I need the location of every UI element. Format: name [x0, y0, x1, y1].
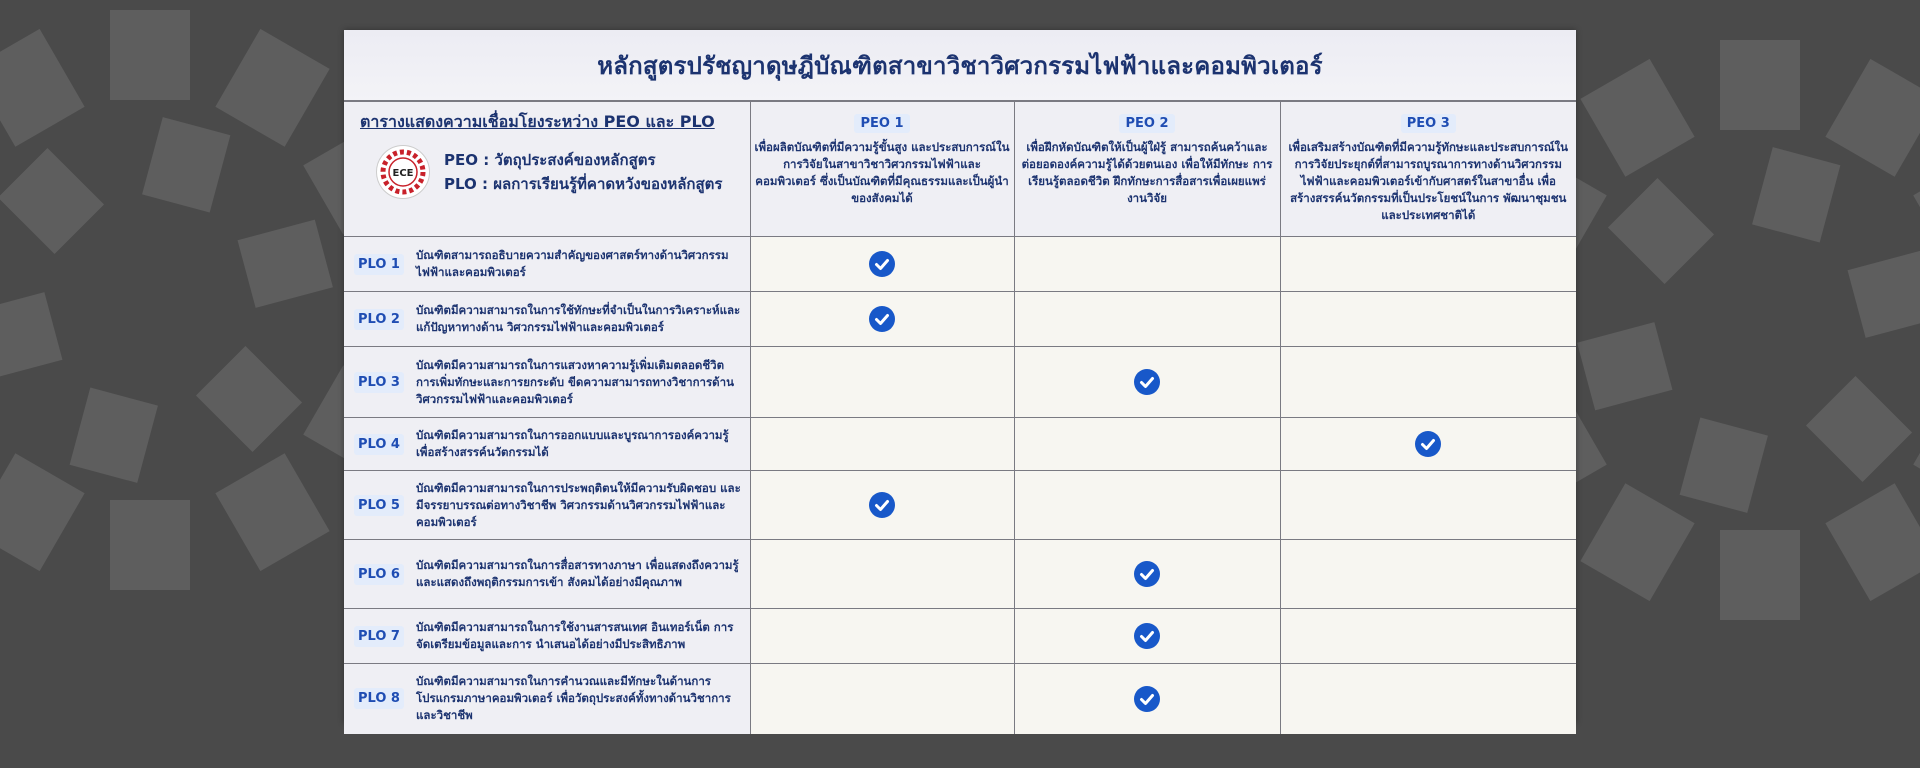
plo-code: PLO 6 [354, 564, 404, 585]
plo-cell [344, 540, 750, 609]
mapping-cell [1280, 471, 1576, 540]
check-circle-icon [869, 492, 895, 518]
page-title: หลักสูตรปรัชญาดุษฎีบัณฑิตสาขาวิชาวิศวกรรมไฟฟ้าและคอมพิวเตอร์ [597, 51, 1323, 80]
mapping-cell [1014, 540, 1280, 609]
table-row [344, 347, 1576, 418]
peo-code: PEO 1 [854, 114, 909, 133]
peo-description: เพื่อฝึกหัดบัณฑิตให้เป็นผู้ใฝ่รู้ สามารถค้นคว้าและต่อยอดองค์ความรู้ได้ด้วยตนเอง เพื่อให้มีทักษะ การเรียนรู้ตลอดชีวิต ฝึกทักษะการสื่อสารเพื่อเผยแพร่งานวิจัย [1021, 140, 1273, 205]
mapping-cell [750, 347, 1014, 418]
table-row [344, 418, 1576, 471]
table-row [344, 664, 1576, 734]
mapping-panel [344, 30, 1576, 723]
mapping-cell [1280, 418, 1576, 471]
mapping-cell [1014, 664, 1280, 734]
mapping-cell [750, 237, 1014, 292]
plo-code: PLO 4 [354, 434, 404, 455]
mapping-cell [1014, 292, 1280, 347]
plo-description: บัณฑิตมีความสามารถในการใช้ทักษะที่จำเป็นในการวิเคราะห์และแก้ปัญหาทางด้าน วิศวกรรมไฟฟ้าและคอมพิวเตอร์ [415, 303, 741, 334]
plo-code: PLO 1 [354, 254, 404, 275]
plo-code: PLO 3 [354, 372, 404, 393]
peo-description: เพื่อเสริมสร้างบัณฑิตที่มีความรู้ทักษะและประสบการณ์ในการวิจัยประยุกต์ที่สามารถบูรณาการทางด้านวิศวกรรมไฟฟ้าและคอมพิวเตอร์เข้ากับศาสตร์ในสาขาอื่น เพื่อสร้างสรรค์นวัตกรรมที่เป็นประโยชน์ในการ พัฒนาชุมชน และประเทศชาติได้ [1288, 140, 1569, 222]
table-row [344, 292, 1576, 347]
peo-plo-table [344, 101, 1576, 734]
plo-code: PLO 2 [354, 309, 404, 330]
mapping-cell [1014, 418, 1280, 471]
plo-code: PLO 7 [354, 626, 404, 647]
mapping-cell [750, 540, 1014, 609]
legend-heading: ตารางแสดงความเชื่อมโยงระหว่าง PEO และ PLO [360, 112, 715, 131]
plo-description: บัณฑิตมีความสามารถในการออกแบบและบูรณาการองค์ความรู้เพื่อสร้างสรรค์นวัตกรรมได้ [415, 428, 729, 459]
check-circle-icon [1134, 623, 1160, 649]
plo-description: บัณฑิตมีความสามารถในการสื่อสารทางภาษา เพื่อแสดงถึงความรู้และแสดงถึงพฤติกรรมการเข้า สังคมได้อย่างมีคุณภาพ [415, 558, 739, 589]
check-circle-icon [1134, 369, 1160, 395]
table-row [344, 609, 1576, 664]
plo-description: บัณฑิตมีความสามารถในการคำนวณและมีทักษะในด้านการโปรแกรมภาษาคอมพิวเตอร์ เพื่อวัตถุประสงค์ทั้งทางด้านวิชาการและวิชาชีพ [415, 674, 731, 723]
mapping-cell [750, 418, 1014, 471]
check-circle-icon [1134, 561, 1160, 587]
check-circle-icon [869, 306, 895, 332]
plo-cell [344, 418, 750, 471]
mapping-cell [1014, 237, 1280, 292]
plo-cell [344, 609, 750, 664]
table-header-row [344, 102, 1576, 237]
mapping-cell [1280, 609, 1576, 664]
mapping-cell [1280, 540, 1576, 609]
check-circle-icon [1134, 686, 1160, 712]
plo-code: PLO 8 [354, 688, 404, 709]
ece-logo [376, 145, 430, 199]
plo-description: บัณฑิตมีความสามารถในการแสวงหาความรู้เพิ่มเติมตลอดชีวิต การเพิ่มทักษะและการยกระดับ ขีดความสามารถทางวิชาการด้านวิศวกรรมไฟฟ้าและคอมพิวเตอร์ [415, 357, 734, 406]
mapping-cell [1014, 347, 1280, 418]
mapping-cell [1280, 664, 1576, 734]
mapping-cell [1014, 609, 1280, 664]
mapping-cell [750, 471, 1014, 540]
check-circle-icon [1415, 431, 1441, 457]
peo-code: PEO 2 [1119, 114, 1174, 133]
mapping-cell [1014, 471, 1280, 540]
legend-body [360, 145, 740, 199]
plo-cell [344, 347, 750, 418]
table-row [344, 471, 1576, 540]
check-circle-icon [869, 251, 895, 277]
table-row [344, 540, 1576, 609]
plo-cell [344, 292, 750, 347]
plo-description: บัณฑิตมีความสามารถในการประพฤติตนให้มีความรับผิดชอบ และมีจรรยาบรรณต่อทางวิชาชีพ วิศวกรรมด้านวิศวกรรมไฟฟ้าและคอมพิวเตอร์ [415, 480, 741, 529]
mapping-cell [1280, 237, 1576, 292]
logo-text: ECE [392, 168, 414, 179]
plo-cell [344, 664, 750, 734]
plo-description: บัณฑิตมีความสามารถในการใช้งานสารสนเทศ อินเทอร์เน็ต การจัดเตรียมข้อมูลและการ นำเสนอได้อย่างมีประสิทธิภาพ [415, 620, 734, 651]
title-bar [344, 30, 1576, 101]
plo-definition: PLO : ผลการเรียนรู้ที่คาดหวังของหลักสูตร [444, 175, 723, 193]
mapping-cell [1280, 292, 1576, 347]
peo-header-1 [750, 102, 1014, 237]
peo-code: PEO 3 [1401, 114, 1456, 133]
peo-description: เพื่อผลิตบัณฑิตที่มีความรู้ขั้นสูง และประสบการณ์ในการวิจัยในสาขาวิชาวิศวกรรมไฟฟ้าและคอมพิวเตอร์ ซึ่งเป็นบัณฑิตที่มีคุณธรรมและเป็นผู้นำของสังคมได้ [754, 140, 1010, 205]
mapping-cell [750, 609, 1014, 664]
table-row [344, 237, 1576, 292]
peo-header-2 [1014, 102, 1280, 237]
mapping-cell [750, 664, 1014, 734]
peo-definition: PEO : วัตถุประสงค์ของหลักสูตร [444, 151, 656, 169]
legend-definitions [444, 148, 722, 196]
peo-header-3 [1280, 102, 1576, 237]
plo-cell [344, 471, 750, 540]
mapping-cell [1280, 347, 1576, 418]
mapping-cell [750, 292, 1014, 347]
plo-code: PLO 5 [354, 495, 404, 516]
plo-description: บัณฑิตสามารถอธิบายความสำคัญของศาสตร์ทางด้านวิศวกรรมไฟฟ้าและคอมพิวเตอร์ [415, 248, 729, 279]
legend-cell [344, 102, 750, 237]
plo-cell [344, 237, 750, 292]
